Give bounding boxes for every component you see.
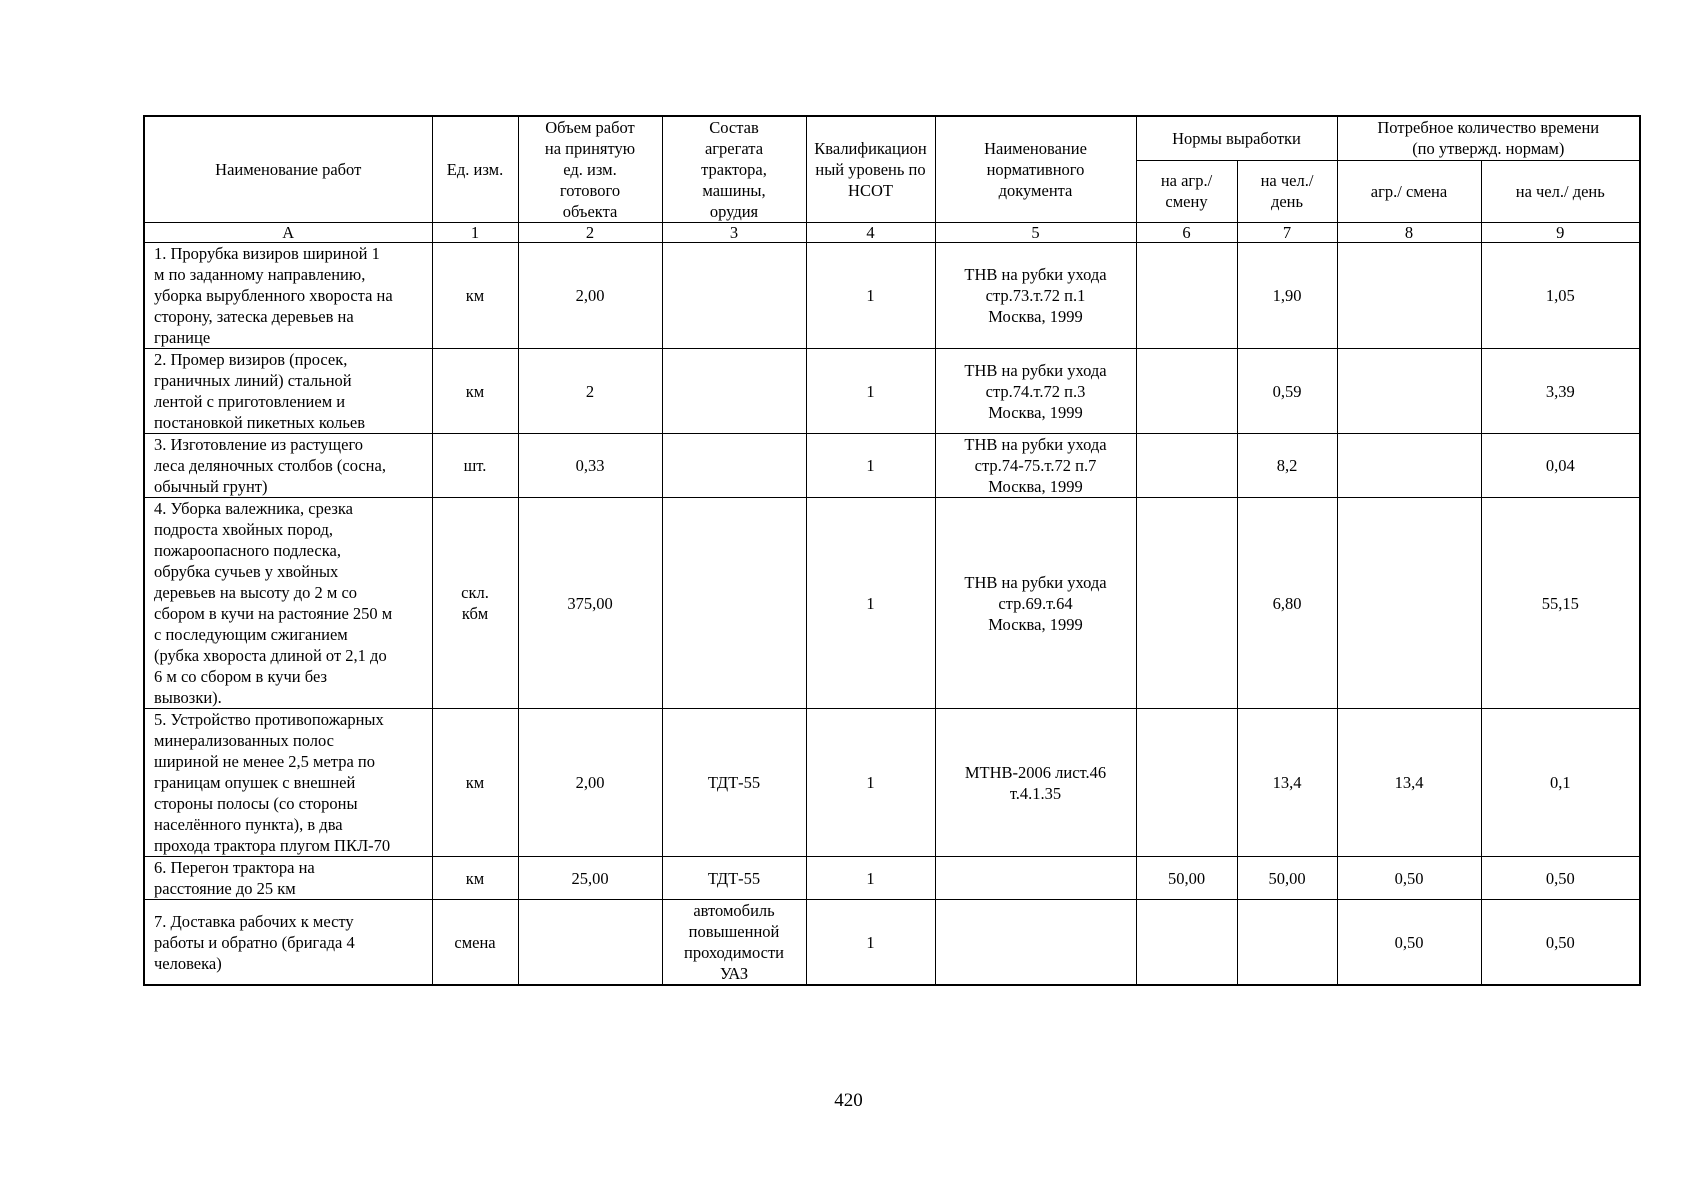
column-number: 9: [1481, 223, 1640, 243]
level-cell: 1: [806, 434, 935, 498]
column-number-row: [144, 223, 1640, 243]
column-number: 4: [806, 223, 935, 243]
column-number: 7: [1237, 223, 1337, 243]
volume-cell: 2: [518, 349, 662, 434]
norm-agr-cell: 50,00: [1136, 857, 1237, 900]
document-cell: ТНВ на рубки ухода стр.74-75.т.72 п.7 Москва, 1999: [935, 434, 1136, 498]
document-cell: [935, 900, 1136, 986]
level-cell: 1: [806, 498, 935, 709]
column-number: А: [144, 223, 432, 243]
volume-cell: 25,00: [518, 857, 662, 900]
work-name-cell: 4. Уборка валежника, срезка подроста хвойных пород, пожароопасного подлеска, обрубка сучьев у хвойных деревьев на высоту до 2 м со сбором в кучи на растояние 250 м с последующим сжиганием (рубка хвороста длиной от 2,1 до 6 м со сбором в кучи без вывозки).: [144, 498, 432, 709]
composition-cell: [662, 498, 806, 709]
table-row: [144, 709, 1640, 857]
subheader-norm-agr: на агр./ смену: [1136, 160, 1237, 222]
norm-person-cell: 0,59: [1237, 349, 1337, 434]
composition-cell: ТДТ-55: [662, 709, 806, 857]
time-agr-cell: [1337, 498, 1481, 709]
volume-cell: 2,00: [518, 243, 662, 349]
header-unit-composition: Состав агрегата трактора, машины, орудия: [662, 116, 806, 223]
column-number: 8: [1337, 223, 1481, 243]
norm-agr-cell: [1136, 498, 1237, 709]
work-norms-table: [143, 115, 1641, 986]
level-cell: 1: [806, 709, 935, 857]
document-cell: МТНВ-2006 лист.46 т.4.1.35: [935, 709, 1136, 857]
norm-agr-cell: [1136, 434, 1237, 498]
header-volume: Объем работ на принятую ед. изм. готового объекта: [518, 116, 662, 223]
header-norms: Нормы выработки: [1136, 116, 1337, 160]
table-row: [144, 434, 1640, 498]
volume-cell: 2,00: [518, 709, 662, 857]
header-qualification: Квалификацион ный уровень по НСОТ: [806, 116, 935, 223]
work-name-cell: 1. Прорубка визиров шириной 1 м по заданному направлению, уборка вырубленного хвороста на сторону, затеска деревьев на границе: [144, 243, 432, 349]
subheader-norm-person: на чел./ день: [1237, 160, 1337, 222]
time-agr-cell: 0,50: [1337, 900, 1481, 986]
unit-cell: км: [432, 857, 518, 900]
norm-person-cell: 1,90: [1237, 243, 1337, 349]
norm-agr-cell: [1136, 349, 1237, 434]
column-number: 1: [432, 223, 518, 243]
time-agr-cell: 13,4: [1337, 709, 1481, 857]
time-agr-cell: 0,50: [1337, 857, 1481, 900]
column-number: 3: [662, 223, 806, 243]
volume-cell: 0,33: [518, 434, 662, 498]
level-cell: 1: [806, 349, 935, 434]
work-name-cell: 5. Устройство противопожарных минерализованных полос шириной не менее 2,5 метра по границам опушек с внешней стороны полосы (со стороны населённого пункта), в два прохода трактора плугом ПКЛ-70: [144, 709, 432, 857]
norm-person-cell: 6,80: [1237, 498, 1337, 709]
unit-cell: км: [432, 349, 518, 434]
header-unit: Ед. изм.: [432, 116, 518, 223]
unit-cell: км: [432, 243, 518, 349]
time-agr-cell: [1337, 243, 1481, 349]
unit-cell: км: [432, 709, 518, 857]
table-row: [144, 498, 1640, 709]
time-agr-cell: [1337, 434, 1481, 498]
time-person-cell: 55,15: [1481, 498, 1640, 709]
table-row: [144, 900, 1640, 986]
norm-agr-cell: [1136, 243, 1237, 349]
document-cell: ТНВ на рубки ухода стр.73.т.72 п.1 Москва, 1999: [935, 243, 1136, 349]
composition-cell: [662, 434, 806, 498]
work-name-cell: 6. Перегон трактора на расстояние до 25 км: [144, 857, 432, 900]
norm-agr-cell: [1136, 709, 1237, 857]
time-person-cell: 1,05: [1481, 243, 1640, 349]
subheader-time-person: на чел./ день: [1481, 160, 1640, 222]
level-cell: 1: [806, 857, 935, 900]
unit-cell: скл. кбм: [432, 498, 518, 709]
norm-person-cell: 13,4: [1237, 709, 1337, 857]
document-cell: [935, 857, 1136, 900]
table-row: [144, 857, 1640, 900]
column-number: 2: [518, 223, 662, 243]
level-cell: 1: [806, 243, 935, 349]
composition-cell: [662, 243, 806, 349]
table-row: [144, 243, 1640, 349]
work-name-cell: 2. Промер визиров (просек, граничных линий) стальной лентой с приготовлением и постановкой пикетных кольев: [144, 349, 432, 434]
header-document: Наименование нормативного документа: [935, 116, 1136, 223]
subheader-time-agr: агр./ смена: [1337, 160, 1481, 222]
norm-person-cell: 8,2: [1237, 434, 1337, 498]
composition-cell: автомобиль повышенной проходимости УАЗ: [662, 900, 806, 986]
norm-person-cell: [1237, 900, 1337, 986]
time-person-cell: 0,04: [1481, 434, 1640, 498]
header-row: [144, 116, 1640, 160]
level-cell: 1: [806, 900, 935, 986]
norm-agr-cell: [1136, 900, 1237, 986]
norm-person-cell: 50,00: [1237, 857, 1337, 900]
header-name: Наименование работ: [144, 116, 432, 223]
unit-cell: шт.: [432, 434, 518, 498]
work-name-cell: 7. Доставка рабочих к месту работы и обратно (бригада 4 человека): [144, 900, 432, 986]
time-agr-cell: [1337, 349, 1481, 434]
header-time-needed: Потребное количество времени (по утвержд. нормам): [1337, 116, 1640, 160]
time-person-cell: 0,50: [1481, 857, 1640, 900]
composition-cell: ТДТ-55: [662, 857, 806, 900]
time-person-cell: 0,1: [1481, 709, 1640, 857]
composition-cell: [662, 349, 806, 434]
volume-cell: 375,00: [518, 498, 662, 709]
document-cell: ТНВ на рубки ухода стр.74.т.72 п.3 Москва, 1999: [935, 349, 1136, 434]
unit-cell: смена: [432, 900, 518, 986]
time-person-cell: 3,39: [1481, 349, 1640, 434]
document-cell: ТНВ на рубки ухода стр.69.т.64 Москва, 1999: [935, 498, 1136, 709]
volume-cell: [518, 900, 662, 986]
column-number: 5: [935, 223, 1136, 243]
work-name-cell: 3. Изготовление из растущего леса деляночных столбов (сосна, обычный грунт): [144, 434, 432, 498]
time-person-cell: 0,50: [1481, 900, 1640, 986]
table-row: [144, 349, 1640, 434]
page-number: 420: [834, 1090, 863, 1111]
column-number: 6: [1136, 223, 1237, 243]
